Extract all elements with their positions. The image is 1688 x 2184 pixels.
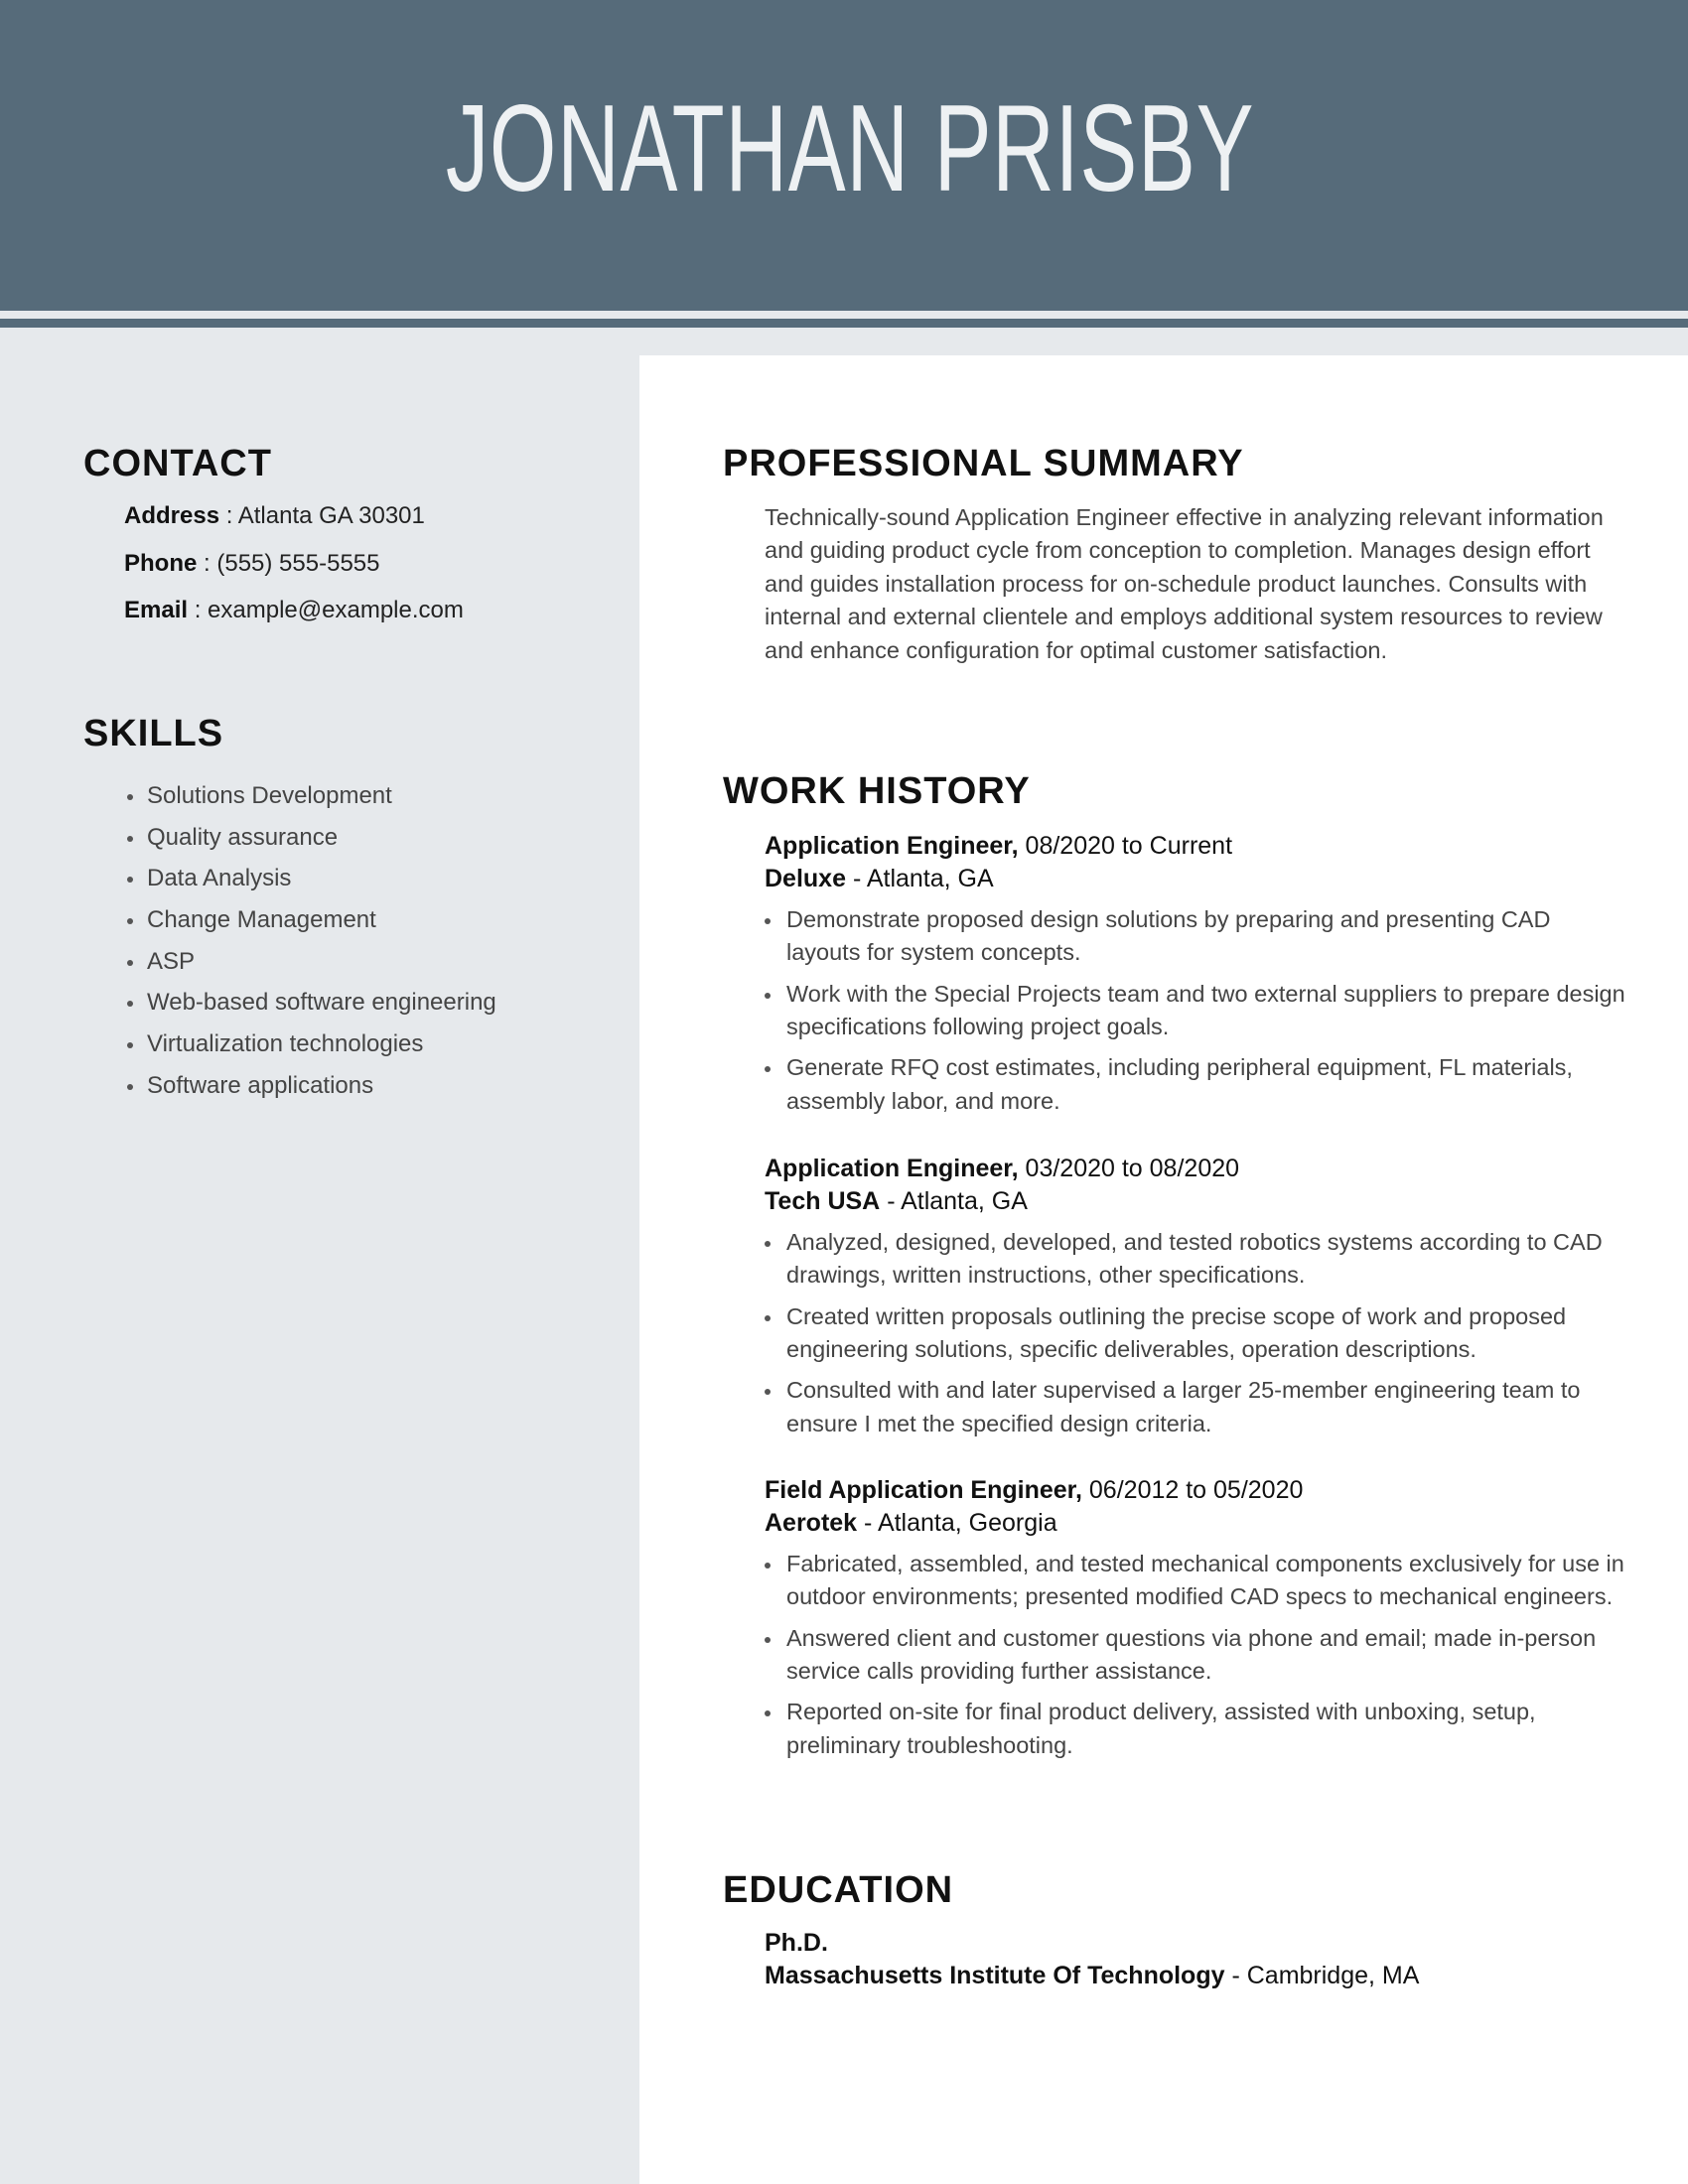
contact-address: Address : Atlanta GA 30301 — [124, 502, 425, 529]
skill-item: ASP — [127, 946, 496, 988]
contact-value: (555) 555-5555 — [216, 550, 380, 577]
job-dates: 03/2020 to 08/2020 — [1025, 1155, 1240, 1182]
work-heading: WORK HISTORY — [723, 770, 1031, 812]
job-bullet: Answered client and customer questions via phone and email; made in-person service calls providing further assistance. — [765, 1622, 1628, 1689]
education-location: - Cambridge, MA — [1231, 1962, 1420, 1990]
job-bullet: Consulted with and later supervised a larger 25-member engineering team to ensure I met the specified design criteria. — [765, 1374, 1628, 1440]
skill-item: Change Management — [127, 904, 496, 946]
contact-value: example@example.com — [208, 597, 464, 623]
education-heading: EDUCATION — [723, 1869, 954, 1911]
contact-value: Atlanta GA 30301 — [237, 502, 425, 529]
contact-email: Email : example@example.com — [124, 597, 464, 623]
job-location: - Atlanta, GA — [887, 1187, 1028, 1216]
contact-label: Address — [124, 502, 220, 529]
job-title: Application Engineer, — [765, 1155, 1019, 1182]
job-company: Tech USA — [765, 1187, 881, 1216]
education-entry — [765, 1927, 1628, 1993]
job-title: Field Application Engineer, — [765, 1476, 1082, 1504]
job-bullet: Work with the Special Projects team and two external suppliers to prepare design specifications following project goals. — [765, 978, 1628, 1044]
job-entry — [765, 830, 1628, 1126]
education-school: Massachusetts Institute Of Technology — [765, 1962, 1225, 1990]
job-company: Deluxe — [765, 865, 846, 893]
contact-phone: Phone : (555) 555-5555 — [124, 550, 380, 577]
candidate-name: JONATHAN PRISBY — [445, 80, 1255, 217]
job-entry — [765, 1153, 1628, 1448]
skill-item: Virtualization technologies — [127, 1028, 496, 1070]
contact-heading: CONTACT — [83, 443, 272, 484]
skill-item: Data Analysis — [127, 863, 496, 904]
job-bullet: Generate RFQ cost estimates, including peripheral equipment, FL materials, assembly labor, and more. — [765, 1051, 1628, 1118]
summary-text: Technically-sound Application Engineer effective in analyzing relevant information and guiding product cycle from conception to completion. Manages design effort and guides installation process for on-schedule product launches. Consults with internal and external clientele and employs additional system resources to review and enhance configuration for optimal customer satisfaction. — [765, 504, 1604, 663]
job-bullet: Created written proposals outlining the precise scope of work and proposed engineering solutions, specific deliverables, operation descriptions. — [765, 1300, 1628, 1367]
job-company: Aerotek — [765, 1509, 858, 1538]
skill-item: Quality assurance — [127, 822, 496, 864]
skills-list — [127, 780, 496, 1112]
job-bullet: Analyzed, designed, developed, and tested robotics systems according to CAD drawings, written instructions, other specifications. — [765, 1226, 1628, 1293]
contact-label: Phone — [124, 550, 198, 577]
contact-label: Email — [124, 597, 189, 623]
education-degree: Ph.D. — [765, 1929, 828, 1957]
job-bullet: Fabricated, assembled, and tested mechanical components exclusively for use in outdoor environments; presented modified CAD specs to mechanical engineers. — [765, 1548, 1628, 1614]
job-entry — [765, 1474, 1628, 1770]
job-dates: 08/2020 to Current — [1025, 832, 1233, 860]
job-title: Application Engineer, — [765, 832, 1019, 860]
job-bullet: Reported on-site for final product delivery, assisted with unboxing, setup, preliminary troubleshooting. — [765, 1696, 1628, 1762]
skill-item: Solutions Development — [127, 780, 496, 822]
summary-heading: PROFESSIONAL SUMMARY — [723, 443, 1244, 484]
skill-item: Web-based software engineering — [127, 987, 496, 1028]
job-dates: 06/2012 to 05/2020 — [1088, 1476, 1304, 1504]
skills-heading: SKILLS — [83, 713, 224, 754]
job-bullet: Demonstrate proposed design solutions by preparing and presenting CAD layouts for system concepts. — [765, 903, 1628, 970]
job-location: - Atlanta, Georgia — [864, 1509, 1057, 1538]
job-location: - Atlanta, GA — [852, 865, 994, 893]
header-stripe — [0, 319, 1688, 328]
skill-item: Software applications — [127, 1070, 496, 1112]
